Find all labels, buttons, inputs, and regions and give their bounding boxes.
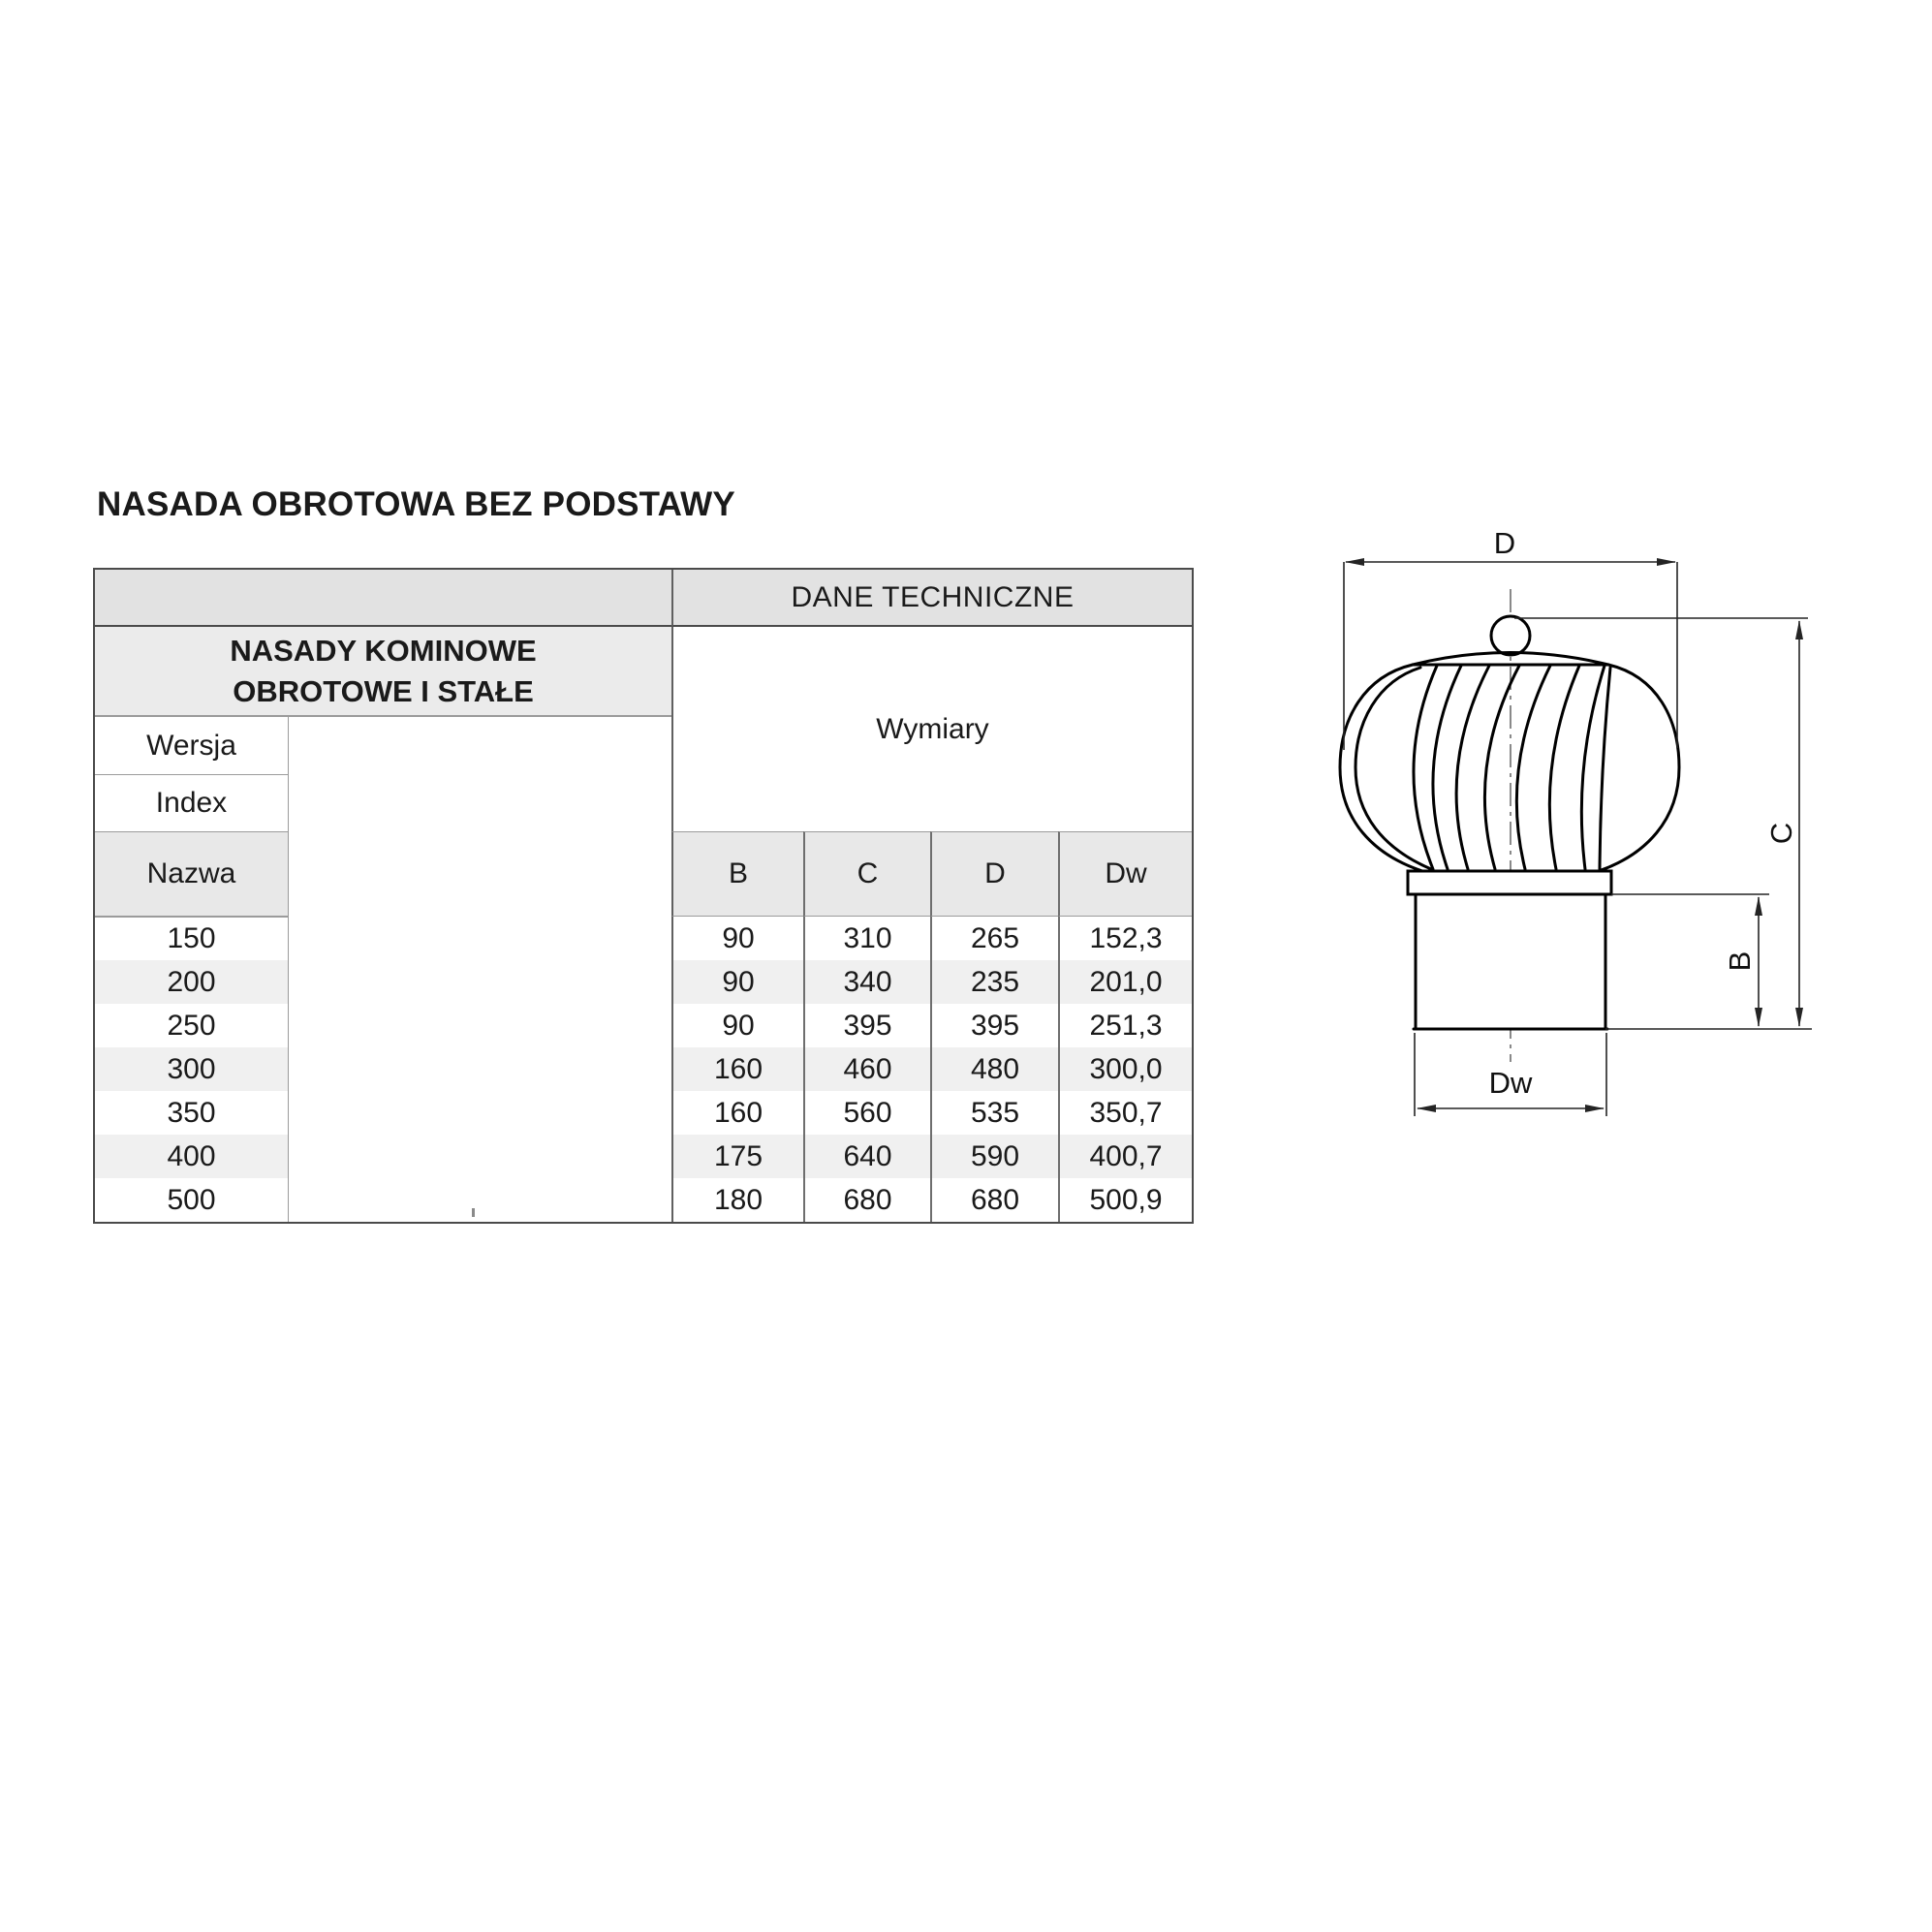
vane bbox=[1600, 668, 1610, 869]
wymiary-header: Wymiary bbox=[671, 627, 1192, 831]
table-cell-dw: 300,0 bbox=[1058, 1047, 1192, 1091]
table-row-name: 350 bbox=[95, 1091, 289, 1135]
bulb-outline-right bbox=[1599, 665, 1679, 871]
table-cell-c: 640 bbox=[803, 1135, 930, 1178]
dim-b-label: B bbox=[1723, 950, 1757, 972]
knob bbox=[1491, 616, 1530, 655]
group-header-line2: OBROTOWE I STAŁE bbox=[233, 673, 534, 708]
table-cell-b: 90 bbox=[671, 917, 803, 960]
vane bbox=[1484, 666, 1519, 869]
table-cell-dw: 201,0 bbox=[1058, 960, 1192, 1004]
product-image-cell bbox=[289, 717, 671, 1222]
vane bbox=[1549, 666, 1579, 869]
table-cell-d: 265 bbox=[930, 917, 1058, 960]
table-cell-c: 560 bbox=[803, 1091, 930, 1135]
table-cell-dw: 500,9 bbox=[1058, 1178, 1192, 1222]
flange bbox=[1408, 871, 1611, 894]
table-cell-d: 590 bbox=[930, 1135, 1058, 1178]
row-label-wersja: Wersja bbox=[95, 717, 289, 774]
table-cell-b: 180 bbox=[671, 1178, 803, 1222]
vane bbox=[1516, 666, 1550, 869]
table-cell-c: 395 bbox=[803, 1004, 930, 1047]
table-group-header bbox=[95, 627, 671, 717]
table-cell-c: 310 bbox=[803, 917, 930, 960]
table-row-name: 200 bbox=[95, 960, 289, 1004]
table-row-name: 400 bbox=[95, 1135, 289, 1178]
bulb-outline-left bbox=[1340, 665, 1422, 871]
table-row-name: 500 bbox=[95, 1178, 289, 1222]
table-header-left-spacer bbox=[95, 570, 671, 627]
table-cell-dw: 400,7 bbox=[1058, 1135, 1192, 1178]
table-row-name: 150 bbox=[95, 917, 289, 960]
table-cell-b: 160 bbox=[671, 1091, 803, 1135]
pipe bbox=[1416, 894, 1605, 1029]
page-title: NASADA OBROTOWA BEZ PODSTAWY bbox=[97, 485, 735, 523]
table-cell-b: 175 bbox=[671, 1135, 803, 1178]
table-header-dane-techniczne: DANE TECHNICZNE bbox=[671, 570, 1192, 627]
table-cell-b: 160 bbox=[671, 1047, 803, 1091]
table-cell-d: 235 bbox=[930, 960, 1058, 1004]
table-cell-d: 680 bbox=[930, 1178, 1058, 1222]
group-header-line1: NASADY KOMINOWE bbox=[230, 633, 537, 668]
column-header-c: C bbox=[803, 831, 930, 917]
row-label-index: Index bbox=[95, 774, 289, 831]
table-row-name: 250 bbox=[95, 1004, 289, 1047]
table-cell-d: 480 bbox=[930, 1047, 1058, 1091]
table-cell-dw: 251,3 bbox=[1058, 1004, 1192, 1047]
column-header-b: B bbox=[671, 831, 803, 917]
table-cell-c: 460 bbox=[803, 1047, 930, 1091]
dim-d-label: D bbox=[1493, 526, 1516, 560]
table-cell-d: 395 bbox=[930, 1004, 1058, 1047]
table-cell-b: 90 bbox=[671, 1004, 803, 1047]
stray-mark bbox=[472, 1208, 475, 1217]
cowl-technical-drawing bbox=[1308, 523, 1835, 1137]
vane bbox=[1456, 666, 1489, 869]
table-cell-b: 90 bbox=[671, 960, 803, 1004]
table-cell-dw: 152,3 bbox=[1058, 917, 1192, 960]
dim-dw-label: Dw bbox=[1488, 1066, 1533, 1100]
table-cell-c: 680 bbox=[803, 1178, 930, 1222]
table-row-name: 300 bbox=[95, 1047, 289, 1091]
column-header-dw: Dw bbox=[1058, 831, 1192, 917]
table-cell-c: 340 bbox=[803, 960, 930, 1004]
dim-c-label: C bbox=[1764, 822, 1798, 845]
technical-data-table bbox=[93, 568, 1194, 1224]
table-cell-dw: 350,7 bbox=[1058, 1091, 1192, 1135]
column-header-d: D bbox=[930, 831, 1058, 917]
table-cell-d: 535 bbox=[930, 1091, 1058, 1135]
row-label-nazwa: Nazwa bbox=[95, 831, 289, 917]
